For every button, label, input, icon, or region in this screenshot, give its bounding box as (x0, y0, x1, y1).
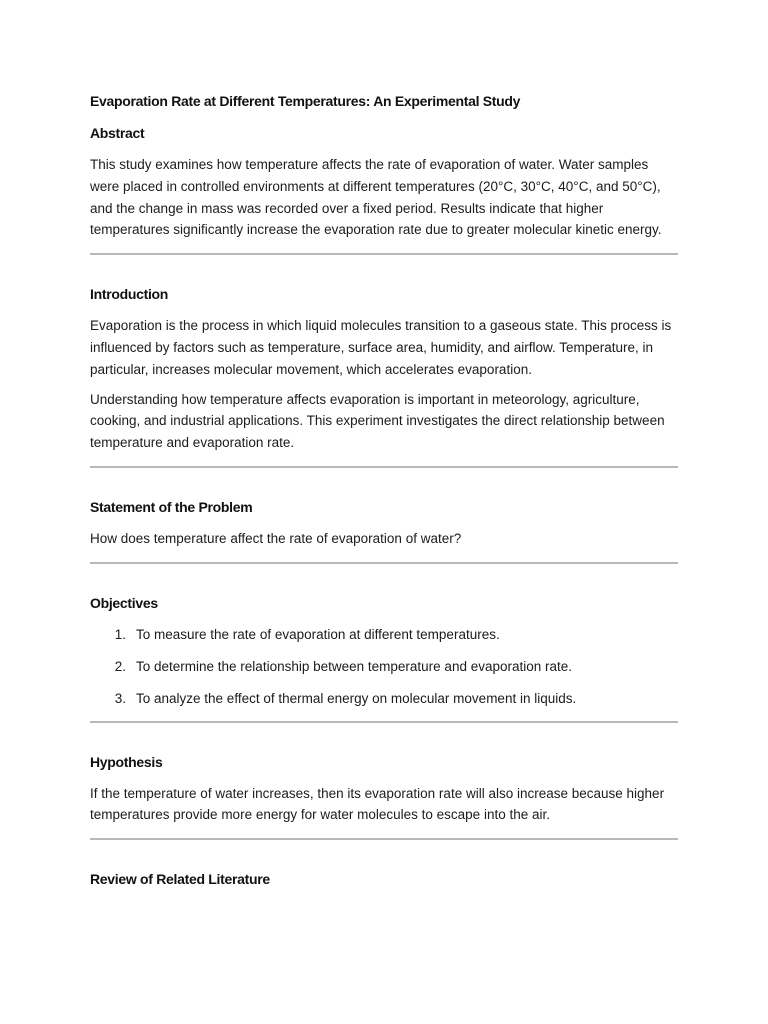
list-item-text: To analyze the effect of thermal energy on molecular movement in liquids. (136, 691, 577, 707)
section-divider (90, 253, 678, 255)
literature-heading: Review of Related Literature (90, 871, 270, 888)
list-item-number: 1. (114, 626, 126, 642)
hypothesis-section (90, 751, 678, 827)
problem-text: How does temperature affect the rate of evaporation of water? (90, 530, 462, 546)
literature-section (90, 868, 678, 890)
section-divider (90, 562, 678, 564)
list-item-text: To measure the rate of evaporation at different temperatures. (136, 626, 500, 642)
section-divider (90, 721, 678, 723)
section-divider (90, 838, 678, 840)
abstract-heading: Abstract (90, 125, 145, 141)
objectives-section (90, 592, 678, 710)
objectives-heading: Objectives (90, 594, 158, 611)
introduction-paragraph: Evaporation is the process in which liquid molecules transition to a gaseous state. This process is influenced by factors such as temperature, surface area, humidity, and airflow. Temperature, in particular, increases molecular movement, which accelerates evaporation. (90, 318, 672, 377)
introduction-paragraph: Understanding how temperature affects evaporation is important in meteorology, agriculture, cooking, and industrial applications. This experiment investigates the direct relationship between temperature and evaporation rate. (90, 391, 665, 451)
problem-section (90, 496, 678, 550)
section-divider (90, 466, 678, 468)
list-item-text: To determine the relationship between temperature and evaporation rate. (136, 659, 573, 675)
list-item-number: 2. (114, 659, 126, 675)
list-item-number: 3. (114, 691, 126, 707)
introduction-heading: Introduction (90, 286, 169, 303)
document-title: Evaporation Rate at Different Temperatures: An Experimental Study (90, 93, 521, 109)
list-item (90, 656, 678, 678)
hypothesis-heading: Hypothesis (90, 753, 163, 770)
list-item (90, 688, 678, 710)
objectives-list (90, 624, 678, 710)
problem-heading: Statement of the Problem (90, 498, 253, 515)
abstract-text: This study examines how temperature affects the rate of evaporation of water. Water samples were placed in controlled environments at different temperatures (20°C, 30°C, 40°C, and 50°C), and the change in mass was recorded over a fixed period. Results indicate that higher temperatures significantly increase the evaporation rate due to greater molecular kinetic energy. (90, 157, 662, 238)
introduction-section (90, 283, 678, 454)
document-page (90, 90, 678, 900)
list-item (90, 624, 678, 646)
hypothesis-text: If the temperature of water increases, then its evaporation rate will also increase because higher temperatures provide more energy for water molecules to escape into the air. (90, 785, 665, 823)
abstract-section (90, 122, 678, 241)
